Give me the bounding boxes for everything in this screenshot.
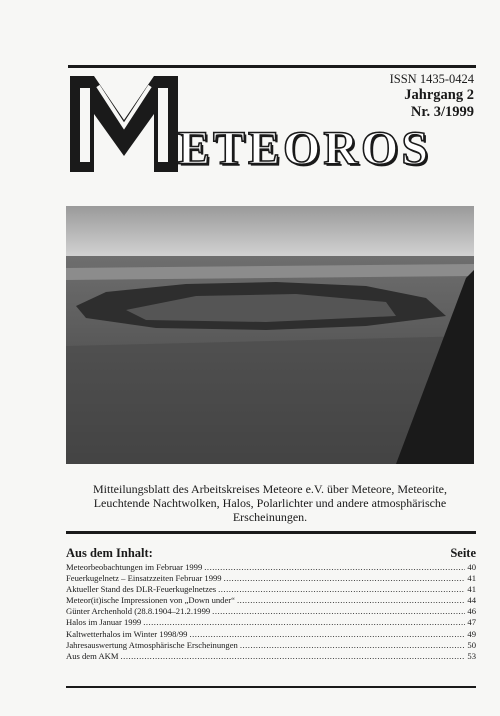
toc-entry[interactable] [66,617,476,628]
toc-entry[interactable] [66,595,476,606]
toc-leader [237,595,465,606]
toc-entry-page: 46 [467,606,476,617]
cover-caption: Mitteilungsblatt des Arbeitskreises Meteore e.V. über Meteore, Meteorite, Leuchtende Nachtwolken, Halos, Polarlichter und andere atmosphärische Erscheinungen. [92,482,448,524]
toc-entry[interactable] [66,640,476,651]
toc-entry-page: 53 [467,650,476,661]
middle-rule [66,531,476,534]
toc-entry-page: 41 [467,584,476,595]
toc-entry-page: 49 [467,628,476,639]
toc-entry[interactable] [66,584,476,595]
toc-leader [189,629,465,640]
toc-leader [240,640,466,651]
toc-entry-title: Feuerkugelnetz – Einsatzzeiten Februar 1999 [66,573,222,584]
top-rule [68,65,476,68]
toc-entry[interactable] [66,606,476,617]
bottom-rule [66,686,476,688]
toc-entry[interactable] [66,562,476,573]
table-of-contents [66,562,476,662]
toc-entry-page: 41 [467,573,476,584]
issue-info [390,72,474,121]
volume-label: Jahrgang 2 [404,87,474,103]
toc-entry-title: Aus dem AKM [66,650,119,661]
cover-photo [66,206,474,464]
toc-page-heading: Seite [450,546,476,560]
toc-entry[interactable] [66,651,476,662]
toc-leader [143,617,465,628]
toc-entry-page: 44 [467,595,476,606]
toc-leader [218,584,465,595]
masthead-title: ETEOROS [178,122,432,175]
toc-leader [121,651,466,662]
toc-entry-title: Kaltwetterhalos im Winter 1998/99 [66,628,188,639]
toc-entry-title: Jahresauswertung Atmosphärische Erscheinungen [66,639,238,650]
toc-entry-page: 47 [467,617,476,628]
toc-entry-title: Meteorbeobachtungen im Februar 1999 [66,562,203,572]
toc-entry-title: Günter Archenhold (28.8.1904–21.2.1999 [66,606,211,617]
toc-title: Aus dem Inhalt: [66,546,153,560]
issn-label: ISSN 1435-0424 [389,72,474,86]
toc-entry[interactable] [66,629,476,640]
toc-entry-title: Aktueller Stand des DLR-Feuerkugelnetzes [66,584,217,595]
toc-entry[interactable] [66,573,476,584]
toc-leader [212,606,465,617]
meteoros-logo [68,74,180,174]
toc-entry-title: Halos im Januar 1999 [66,617,142,628]
toc-entry-page: 40 [467,562,476,572]
toc-entry-title: Meteor(it)ische Impressionen von „Down under“ [66,595,235,606]
toc-header [66,546,476,561]
toc-entry-page: 50 [467,639,476,650]
issue-number: Nr. 3/1999 [410,104,474,120]
toc-leader [224,573,466,584]
toc-leader [204,562,465,573]
